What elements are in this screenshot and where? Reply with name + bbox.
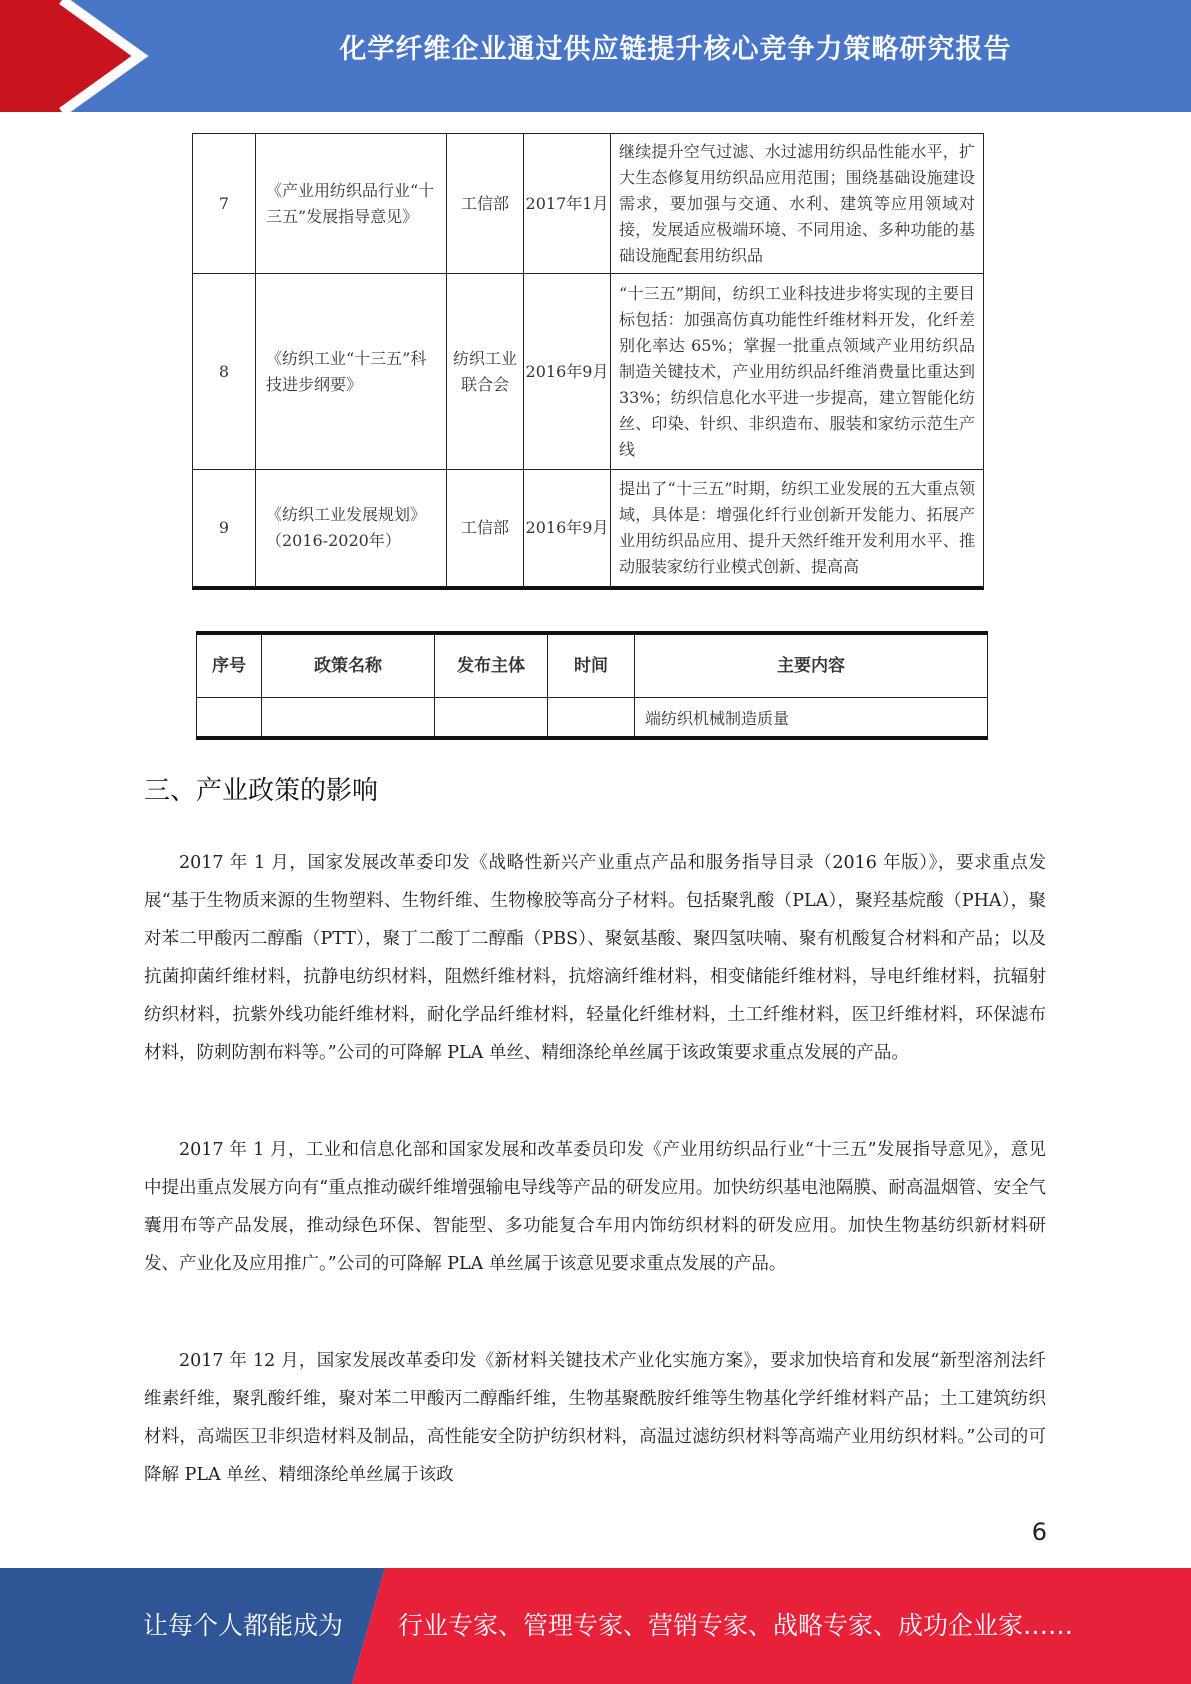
header-publisher: 发布主体 (435, 633, 548, 698)
cell-publisher: 工信部 (447, 470, 524, 588)
cell-time: 2016年9月 (524, 470, 611, 588)
report-title: 化学纤维企业通过供应链提升核心竞争力策略研究报告 (339, 34, 1012, 65)
cell-no: 8 (193, 274, 256, 470)
footer-slogan-left: 让每个人都能成为 (143, 1611, 344, 1640)
cell-publisher (435, 698, 548, 739)
header-content: 主要内容 (635, 633, 988, 698)
cell-no: 7 (193, 134, 256, 274)
table-row (193, 470, 984, 588)
page-footer (0, 1568, 1191, 1684)
policy-table-continued (196, 631, 988, 740)
body-paragraph: 2017 年 12 月，国家发展改革委印发《新材料关键技术产业化实施方案》，要求加快培育和发展“新型溶剂法纤维素纤维，聚乳酸纤维，聚对苯二甲酸丙二醇酯纤维，生物基聚酰胺纤维等生物基化学纤维材料产品；土工建筑纺织材料，高端医卫非织造材料及制品，高性能安全防护纺织材料，高温过滤纺织材料等高端产业用纺织材料。”公司的可降解 PLA 单丝、精细涤纶单丝属于该政 (144, 1351, 1046, 1485)
cell-policy-name: 《产业用纺织品行业“十三五”发展指导意见》 (256, 134, 447, 274)
cell-publisher: 纺织工业联合会 (447, 274, 524, 470)
cell-policy-name (262, 698, 435, 739)
page-number: 6 (1031, 1518, 1047, 1546)
page-header (0, 0, 1191, 112)
cell-content: 端纺织机械制造质量 (635, 698, 988, 739)
table-row (193, 134, 984, 274)
section-heading: 三、产业政策的影响 (144, 776, 379, 806)
table-header-row (197, 633, 988, 698)
header-time: 时间 (548, 633, 635, 698)
header-no: 序号 (197, 633, 262, 698)
cell-no: 9 (193, 470, 256, 588)
cell-no (197, 698, 262, 739)
cell-content: 提出了“十三五”时期，纺织工业发展的五大重点领域，具体是：增强化纤行业创新开发能力、拓展产业用纺织品应用、提升天然纤维开发利用水平、推动服装家纺行业模式创新、提高高 (611, 470, 984, 588)
body-paragraph: 2017 年 1 月，国家发展改革委印发《战略性新兴产业重点产品和服务指导目录（2016 年版）》，要求重点发展“基于生物质来源的生物塑料、生物纤维、生物橡胶等高分子材料。包括聚乳酸（PLA），聚羟基烷酸（PHA），聚对苯二甲酸丙二醇酯（PTT），聚丁二酸丁二醇酯（PBS）、聚氨基酸、聚四氢呋喃、聚有机酸复合材料和产品；以及抗菌抑菌纤维材料，抗静电纺织材料，阻燃纤维材料，抗熔滴纤维材料，相变储能纤维材料，导电纤维材料，抗辐射纺织材料，抗紫外线功能纤维材料，耐化学品纤维材料，轻量化纤维材料，土工纤维材料，医卫纤维材料，环保滤布材料，防刺防割布料等。”公司的可降解 PLA 单丝、精细涤纶单丝属于该政策要求重点发展的产品。 (144, 853, 1046, 1063)
cell-time: 2017年1月 (524, 134, 611, 274)
cell-content: 继续提升空气过滤、水过滤用纺织品性能水平，扩大生态修复用纺织品应用范围；围绕基础设施建设需求，要加强与交通、水利、建筑等应用领域对接，发展适应极端环境、不同用途、多种功能的基础设施配套用纺织品 (611, 134, 984, 274)
cell-policy-name: 《纺织工业“十三五”科技进步纲要》 (256, 274, 447, 470)
body-paragraph: 2017 年 1 月，工业和信息化部和国家发展和改革委员印发《产业用纺织品行业“十三五”发展指导意见》，意见中提出重点发展方向有“重点推动碳纤维增强输电导线等产品的研发应用。加快纺织基电池隔膜、耐高温烟管、安全气囊用布等产品发展，推动绿色环保、智能型、多功能复合车用内饰纺织材料的研发应用。加快生物基纺织新材料研发、产业化及应用推广。”公司的可降解 PLA 单丝属于该意见要求重点发展的产品。 (144, 1140, 1046, 1274)
header-policy-name: 政策名称 (262, 633, 435, 698)
cell-publisher: 工信部 (447, 134, 524, 274)
footer-slogan-right: 行业专家、管理专家、营销专家、战略专家、成功企业家…… (398, 1611, 1074, 1640)
table-row (197, 698, 988, 739)
table-row (193, 274, 984, 470)
cell-policy-name: 《纺织工业发展规划》（2016-2020年） (256, 470, 447, 588)
policy-table (192, 133, 984, 590)
cell-time (548, 698, 635, 739)
cell-time: 2016年9月 (524, 274, 611, 470)
cell-content: “十三五”期间，纺织工业科技进步将实现的主要目标包括：加强高仿真功能性纤维材料开发，化纤差别化率达 65%；掌握一批重点领域产业用纺织品制造关键技术，产业用纺织品纤维消费量比重达到 33%；纺织信息化水平进一步提高，建立智能化纺丝、印染、针织、非织造布、服装和家纺示范生产线 (611, 274, 984, 470)
